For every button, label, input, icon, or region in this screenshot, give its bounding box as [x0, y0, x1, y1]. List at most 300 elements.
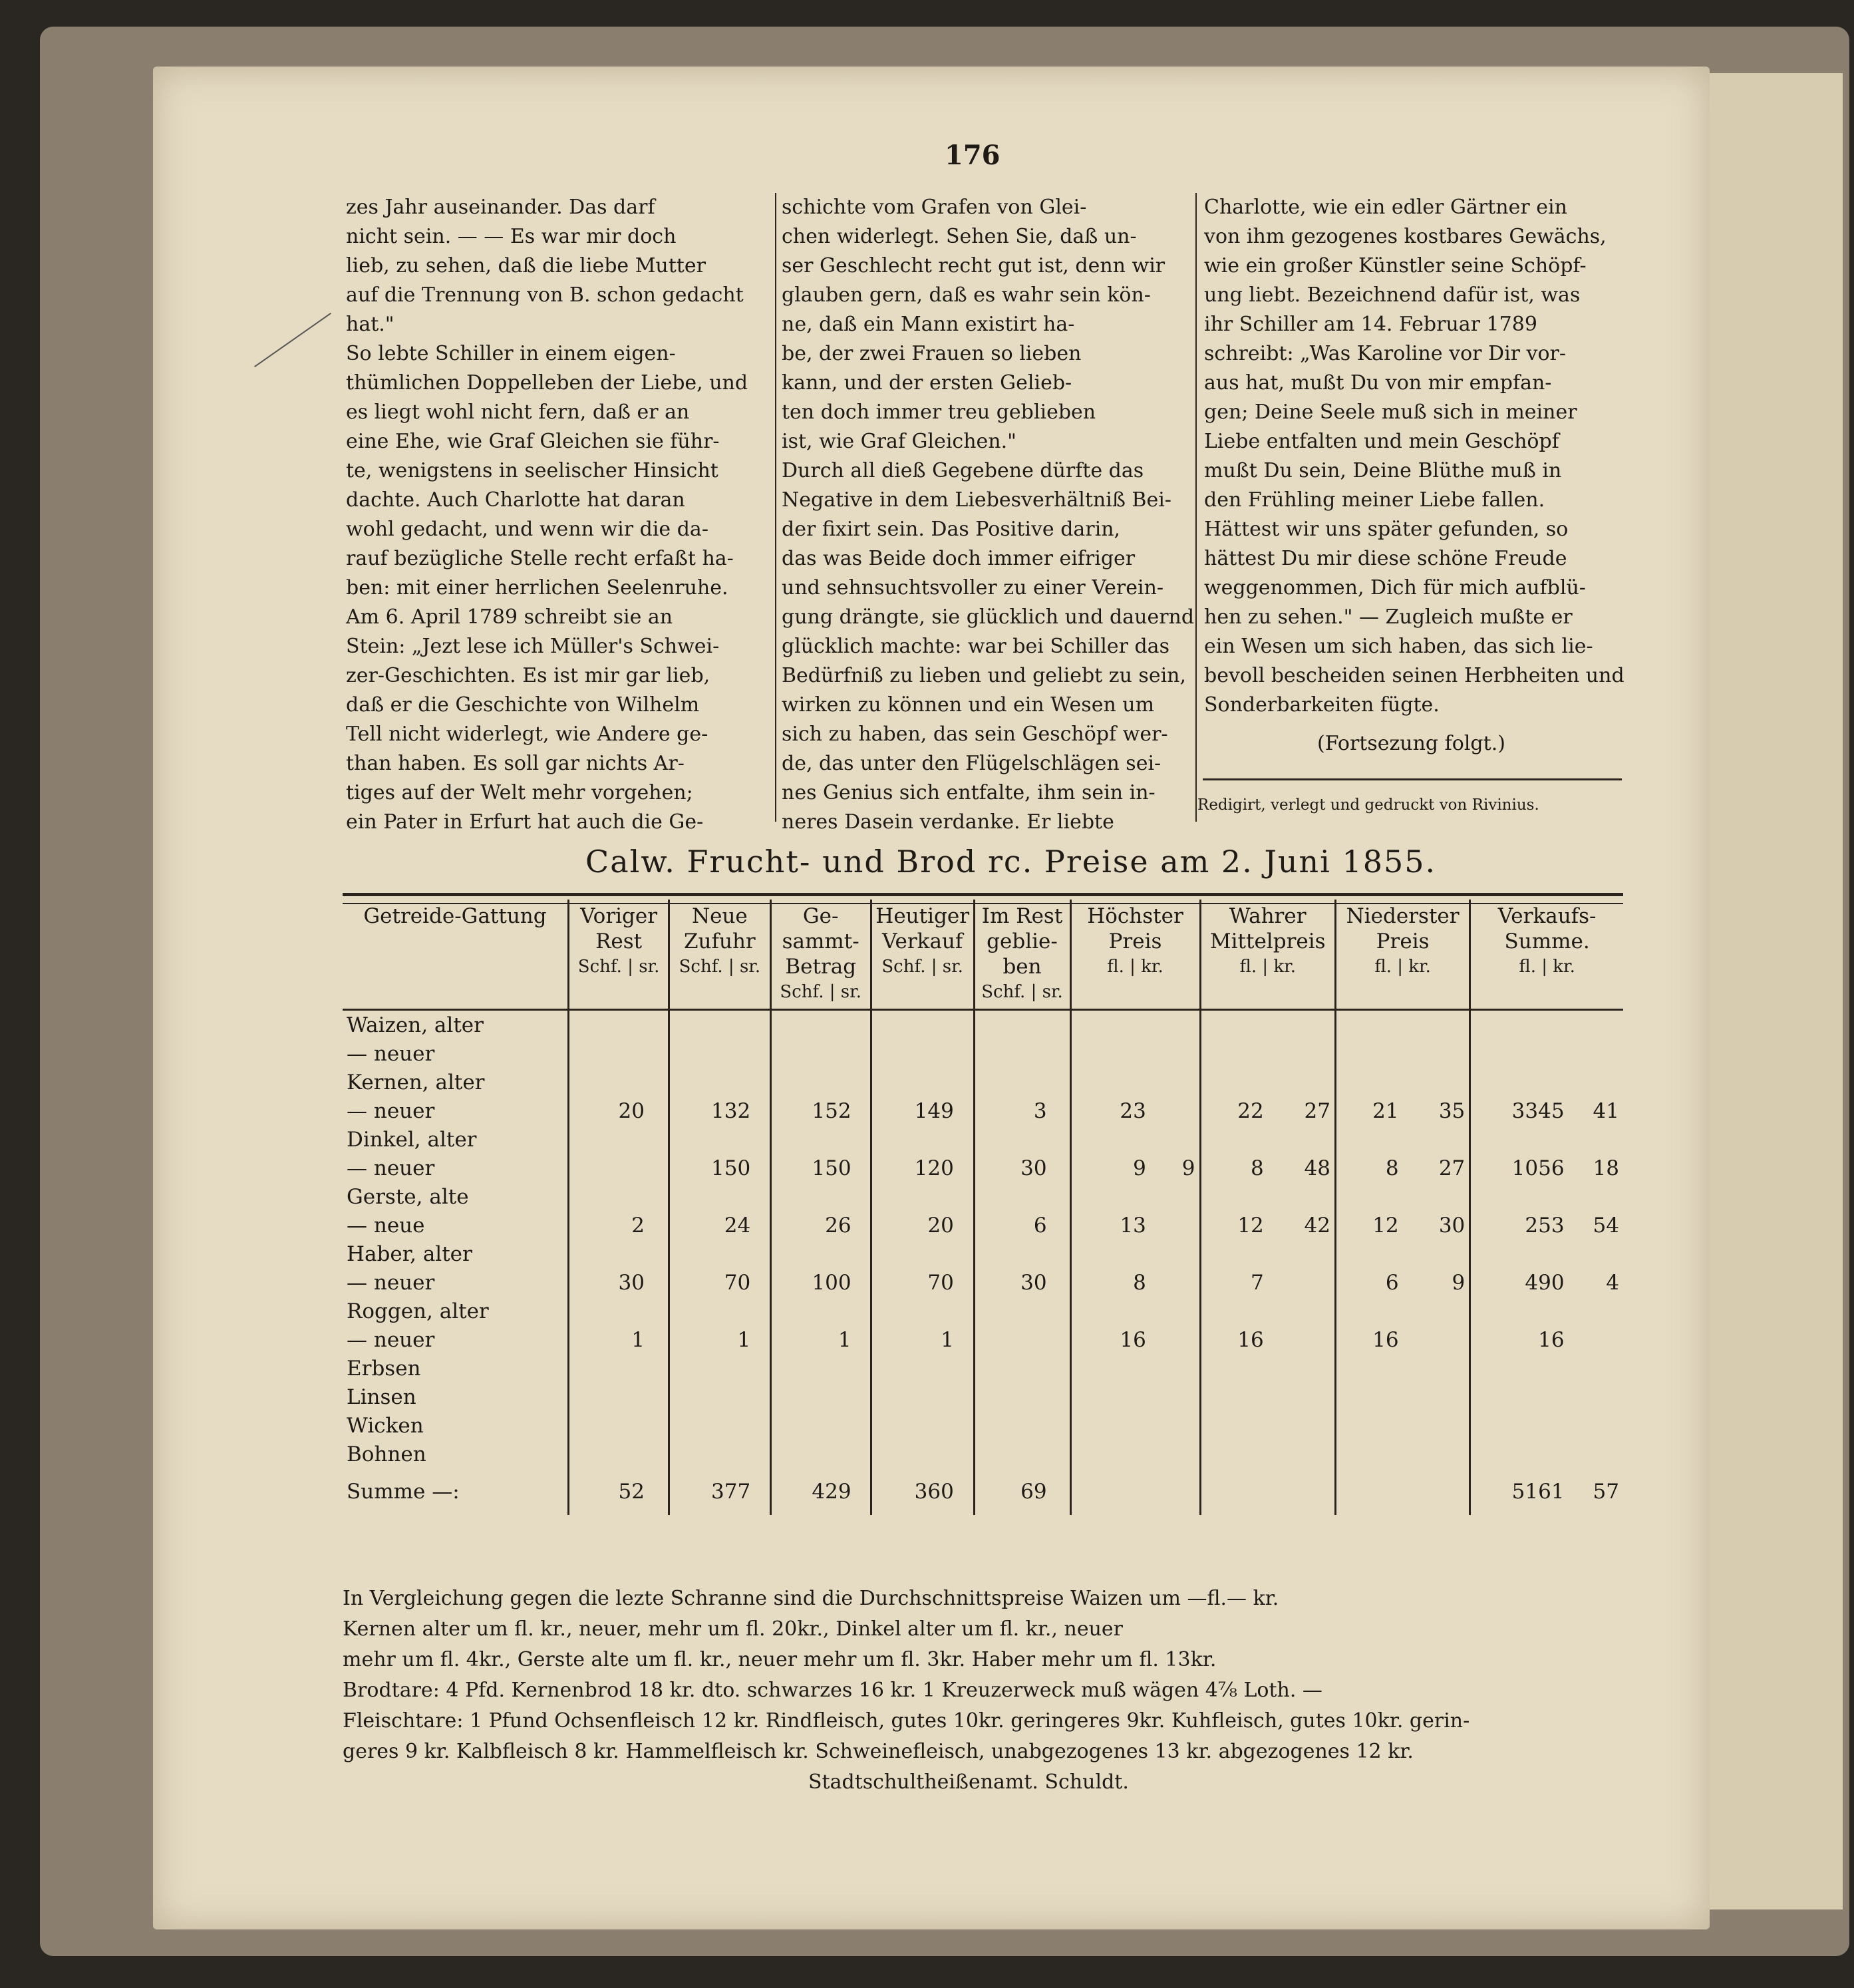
text-line: schreibt: „Was Karoline vor Dir vor-: [1204, 342, 1567, 365]
table-cell: [871, 1125, 958, 1154]
table-cell: [1268, 1440, 1336, 1468]
table-cell: [1470, 1440, 1569, 1468]
table-cell: [855, 1125, 871, 1154]
table-cell: [1268, 1240, 1336, 1268]
table-cell: [754, 1297, 770, 1325]
table-cell: [1150, 1354, 1200, 1383]
text-line: aus hat, mußt Du von mir empfan-: [1204, 371, 1552, 395]
row-label: Kernen, alter: [343, 1068, 569, 1096]
table-cell: 16: [1120, 1327, 1146, 1352]
table-cell: [855, 1440, 871, 1468]
table-cell: [855, 1325, 871, 1354]
table-cell: [754, 1354, 770, 1383]
table-cell: [1051, 1182, 1070, 1211]
table-cell: 21: [1372, 1098, 1399, 1123]
table-cell: [754, 1468, 770, 1515]
table-cell: [1150, 1068, 1200, 1096]
table-cell: [1569, 1240, 1623, 1268]
table-cell: [855, 1268, 871, 1297]
table-cell: [1470, 1182, 1569, 1211]
table-cell: [855, 1240, 871, 1268]
table-cell: [754, 1268, 770, 1297]
table-cell: 30: [1020, 1156, 1047, 1180]
table-cell: [669, 1039, 755, 1068]
table-cell: [569, 1354, 649, 1383]
text-line: eine Ehe, wie Graf Gleichen sie führ-: [346, 430, 720, 453]
table-cell: [871, 1240, 958, 1268]
table-cell: 3: [1033, 1098, 1047, 1123]
table-cell: 152: [812, 1098, 851, 1123]
text-line: Liebe entfalten und mein Geschöpf: [1204, 430, 1559, 453]
table-cell: [1150, 1182, 1200, 1211]
text-line: hat.": [346, 313, 394, 336]
row-label: Dinkel, alter: [343, 1125, 569, 1154]
table-cell: [1070, 1411, 1150, 1440]
table-cell: 70: [927, 1270, 954, 1295]
table-cell: [958, 1325, 974, 1354]
table-cell: [1403, 1010, 1470, 1040]
table-cell: [974, 1068, 1051, 1096]
table-cell: [754, 1440, 770, 1468]
text-line: Tell nicht widerlegt, wie Andere ge-: [346, 723, 708, 746]
table-cell: [974, 1383, 1051, 1411]
table-cell: 377: [711, 1480, 751, 1504]
table-cell: [1569, 1383, 1623, 1411]
table-cell: [1335, 1297, 1402, 1325]
table-cell: [1403, 1354, 1470, 1383]
table-row: [343, 1211, 1623, 1240]
table-cell: [1051, 1125, 1070, 1154]
table-cell: [569, 1383, 649, 1411]
text-line: dachte. Auch Charlotte hat daran: [346, 488, 685, 512]
table-cell: 23: [1120, 1098, 1146, 1123]
table-cell: [1268, 1325, 1336, 1354]
table-cell: [1200, 1411, 1268, 1440]
table-row: [343, 1154, 1623, 1182]
table-cell: [1200, 1068, 1268, 1096]
table-cell: 149: [914, 1098, 954, 1123]
table-cell: [1470, 1240, 1569, 1268]
table-cell: 13: [1120, 1213, 1146, 1238]
text-line: ist, wie Graf Gleichen.": [782, 430, 1016, 453]
table-cell: [669, 1240, 755, 1268]
table-cell: [1335, 1383, 1402, 1411]
table-cell: [1200, 1125, 1268, 1154]
text-line: tiges auf der Welt mehr vorgehen;: [346, 781, 693, 804]
table-cell: [1070, 1068, 1150, 1096]
table-cell: [1470, 1354, 1569, 1383]
table-cell: 1: [838, 1327, 851, 1352]
table-cell: [1268, 1354, 1336, 1383]
table-cell: [958, 1154, 974, 1182]
table-cell: [1051, 1297, 1070, 1325]
table-cell: [649, 1268, 669, 1297]
table-cell: [1150, 1325, 1200, 1354]
table-cell: 1: [737, 1327, 751, 1352]
price-table-title: Calw. Frucht- und Brod rc. Preise am 2. Juni 1855.: [585, 844, 1437, 880]
text-line: rauf bezügliche Stelle recht erfaßt ha-: [346, 547, 734, 570]
page-number: 176: [945, 140, 1001, 171]
table-cell: 5161: [1511, 1480, 1565, 1504]
table-cell: [1403, 1440, 1470, 1468]
table-cell: 9: [1150, 1154, 1200, 1182]
table-cell: 24: [724, 1213, 751, 1238]
table-cell: [1051, 1039, 1070, 1068]
table-cell: [649, 1154, 669, 1182]
table-cell: 132: [711, 1098, 751, 1123]
table-cell: 16: [1372, 1327, 1399, 1352]
row-label: — neuer: [343, 1268, 569, 1297]
table-cell: [649, 1325, 669, 1354]
table-cell: [958, 1268, 974, 1297]
text-column-left: [346, 193, 765, 837]
imprint-line: Redigirt, verlegt und gedruckt von Rivinius.: [1197, 796, 1539, 814]
footer-notes: [343, 1583, 1630, 1798]
table-cell: 6: [1033, 1213, 1047, 1238]
text-line: und sehnsuchtsvoller zu einer Verein-: [782, 576, 1164, 599]
table-cell: [1070, 1383, 1150, 1411]
table-cell: [958, 1383, 974, 1411]
text-line: ten doch immer treu geblieben: [782, 401, 1096, 424]
table-cell: [1403, 1383, 1470, 1411]
table-cell: [1150, 1468, 1200, 1515]
table-cell: [569, 1010, 649, 1040]
table-cell: [770, 1383, 855, 1411]
table-cell: [1070, 1240, 1150, 1268]
col-header-niederster-preis: Niederster Preis fl. | kr.: [1335, 900, 1469, 1010]
table-cell: [1070, 1039, 1150, 1068]
text-line: zes Jahr auseinander. Das darf: [346, 196, 655, 219]
table-cell: 7: [1251, 1270, 1264, 1295]
text-line: der fixirt sein. Das Positive darin,: [782, 518, 1121, 541]
table-cell: [770, 1039, 855, 1068]
table-cell: [1335, 1010, 1402, 1040]
table-cell: 1: [941, 1327, 954, 1352]
table-cell: [871, 1411, 958, 1440]
footer-line: Kernen alter um fl. kr., neuer, mehr um fl. 20kr., Dinkel alter um fl. kr., neuer: [343, 1617, 1123, 1641]
table-cell: [855, 1039, 871, 1068]
row-label: — neuer: [343, 1096, 569, 1125]
table-cell: 18: [1593, 1156, 1619, 1180]
table-cell: [1150, 1240, 1200, 1268]
table-cell: [855, 1211, 871, 1240]
table-cell: [569, 1125, 649, 1154]
text-line: ne, daß ein Mann existirt ha-: [782, 313, 1075, 336]
text-line: neres Dasein verdanke. Er liebte: [782, 810, 1114, 834]
table-cell: 70: [724, 1270, 751, 1295]
table-cell: [855, 1182, 871, 1211]
footer-line: Stadtschultheißenamt. Schuldt.: [808, 1770, 1129, 1794]
table-cell: [649, 1468, 669, 1515]
table-cell: [770, 1354, 855, 1383]
table-cell: [1070, 1354, 1150, 1383]
text-line: Sonderbarkeiten fügte.: [1204, 693, 1440, 717]
row-label: Bohnen: [343, 1440, 569, 1468]
table-cell: 8: [1385, 1156, 1399, 1180]
table-cell: [1403, 1240, 1470, 1268]
table-cell: [1470, 1039, 1569, 1068]
table-cell: [1335, 1354, 1402, 1383]
row-label: Erbsen: [343, 1354, 569, 1383]
table-cell: [1268, 1039, 1336, 1068]
table-cell: [649, 1096, 669, 1125]
footer-line: Fleischtare: 1 Pfund Ochsenfleisch 12 kr. Rindfleisch, gutes 10kr. geringeres 9kr. Kuhfleisch, gutes 10kr. gerin-: [343, 1709, 1470, 1733]
table-cell: [1051, 1240, 1070, 1268]
text-line: glücklich machte: war bei Schiller das: [782, 635, 1169, 658]
table-row: [343, 1325, 1623, 1354]
table-cell: [569, 1411, 649, 1440]
table-cell: [974, 1182, 1051, 1211]
table-cell: [974, 1297, 1051, 1325]
table-cell: [855, 1297, 871, 1325]
table-header-row: [343, 900, 1623, 1010]
price-table: [343, 900, 1623, 1515]
table-cell: [974, 1440, 1051, 1468]
table-cell: [1200, 1354, 1268, 1383]
table-cell: [770, 1068, 855, 1096]
table-cell: 54: [1593, 1213, 1619, 1238]
table-cell: [1150, 1297, 1200, 1325]
table-cell: [1070, 1440, 1150, 1468]
table-cell: [569, 1240, 649, 1268]
table-cell: 8: [1251, 1156, 1264, 1180]
table-cell: [754, 1411, 770, 1440]
table-cell: [1051, 1325, 1070, 1354]
text-line: schichte vom Grafen von Glei-: [782, 196, 1087, 219]
table-cell: [649, 1383, 669, 1411]
table-cell: 490: [1525, 1270, 1565, 1295]
table-cell: [1569, 1125, 1623, 1154]
table-cell: [1200, 1010, 1268, 1040]
table-cell: [974, 1325, 1051, 1354]
table-cell: 27: [1268, 1096, 1336, 1125]
table-cell: 30: [618, 1270, 645, 1295]
text-line: ser Geschlecht recht gut ist, denn wir: [782, 254, 1165, 277]
table-cell: [1051, 1154, 1070, 1182]
text-line: sich zu haben, das sein Geschöpf wer-: [782, 723, 1168, 746]
table-row: [343, 1383, 1623, 1411]
table-cell: [855, 1096, 871, 1125]
table-cell: [871, 1010, 958, 1040]
table-cell: [958, 1354, 974, 1383]
table-cell: [1470, 1068, 1569, 1096]
table-row: [343, 1240, 1623, 1268]
text-line: wie ein großer Künstler seine Schöpf-: [1204, 254, 1587, 277]
table-cell: 30: [1020, 1270, 1047, 1295]
text-line: Hättest wir uns später gefunden, so: [1204, 518, 1569, 541]
table-cell: [669, 1354, 755, 1383]
table-cell: 35: [1403, 1096, 1470, 1125]
table-cell: [1335, 1039, 1402, 1068]
table-row: [343, 1354, 1623, 1383]
text-line: te, wenigstens in seelischer Hinsicht: [346, 459, 718, 482]
table-row: [343, 1411, 1623, 1440]
table-cell: [1150, 1125, 1200, 1154]
text-line: Am 6. April 1789 schreibt sie an: [346, 605, 673, 629]
table-cell: 2: [631, 1213, 645, 1238]
table-cell: [669, 1182, 755, 1211]
table-cell: [958, 1010, 974, 1040]
table-cell: [569, 1154, 649, 1182]
table-cell: [754, 1211, 770, 1240]
table-cell: [649, 1411, 669, 1440]
table-cell: [958, 1125, 974, 1154]
col-header-wahrer-mittelpreis: Wahrer Mittelpreis fl. | kr.: [1200, 900, 1335, 1010]
table-cell: [1569, 1411, 1623, 1440]
text-line: Bedürfniß zu lieben und geliebt zu sein,: [782, 664, 1187, 687]
row-label: Linsen: [343, 1383, 569, 1411]
table-cell: 42: [1268, 1211, 1336, 1240]
text-column-right: [1204, 193, 1623, 720]
table-row: [343, 1440, 1623, 1468]
table-row: [343, 1039, 1623, 1068]
table-cell: [855, 1154, 871, 1182]
table-cell: [669, 1440, 755, 1468]
table-cell: 150: [812, 1156, 851, 1180]
table-cell: [649, 1010, 669, 1040]
table-cell: 120: [914, 1156, 954, 1180]
table-cell: [669, 1010, 755, 1040]
text-line: von ihm gezogenes kostbares Gewächs,: [1204, 225, 1607, 248]
table-cell: [974, 1354, 1051, 1383]
table-cell: [958, 1440, 974, 1468]
row-label: Waizen, alter: [343, 1010, 569, 1040]
table-row: [343, 1268, 1623, 1297]
table-cell: [754, 1096, 770, 1125]
table-cell: [1569, 1440, 1623, 1468]
table-cell: [1403, 1411, 1470, 1440]
table-cell: [1335, 1440, 1402, 1468]
table-cell: [1051, 1096, 1070, 1125]
text-line: mußt Du sein, Deine Blüthe muß in: [1204, 459, 1562, 482]
text-line: hen zu sehen." — Zugleich mußte er: [1204, 605, 1573, 629]
text-line: lieb, zu sehen, daß die liebe Mutter: [346, 254, 706, 277]
table-cell: [1150, 1211, 1200, 1240]
table-cell: 22: [1237, 1098, 1264, 1123]
continuation-note: (Fortsezung folgt.): [1317, 732, 1505, 755]
table-cell: 20: [618, 1098, 645, 1123]
table-cell: [1200, 1182, 1268, 1211]
table-cell: 69: [1020, 1480, 1047, 1504]
table-cell: [770, 1010, 855, 1040]
table-cell: 12: [1372, 1213, 1399, 1238]
table-cell: [855, 1354, 871, 1383]
table-cell: [1200, 1440, 1268, 1468]
footer-line: In Vergleichung gegen die lezte Schranne sind die Durchschnittspreise Waizen um —fl.— kr.: [343, 1587, 1279, 1610]
table-cell: [1335, 1468, 1402, 1515]
table-cell: [958, 1468, 974, 1515]
table-cell: [569, 1182, 649, 1211]
row-label: — neuer: [343, 1039, 569, 1068]
table-cell: [958, 1039, 974, 1068]
row-label: — neuer: [343, 1154, 569, 1182]
text-line: glauben gern, daß es wahr sein kön-: [782, 283, 1151, 307]
table-cell: [1470, 1411, 1569, 1440]
col-header-gesammt-betrag: Ge-sammt-Betrag Schf. | sr.: [770, 900, 871, 1010]
table-cell: [1569, 1354, 1623, 1383]
table-cell: [649, 1354, 669, 1383]
table-cell: [1150, 1010, 1200, 1040]
col-header-hoechster-preis: Höchster Preis fl. | kr.: [1070, 900, 1200, 1010]
text-line: thümlichen Doppelleben der Liebe, und: [346, 371, 748, 395]
table-cell: [1470, 1125, 1569, 1154]
table-cell: [569, 1297, 649, 1325]
table-cell: [855, 1383, 871, 1411]
table-cell: [1200, 1468, 1268, 1515]
table-cell: [1051, 1354, 1070, 1383]
table-cell: [1070, 1468, 1150, 1515]
table-cell: [855, 1411, 871, 1440]
table-cell: 27: [1403, 1154, 1470, 1182]
table-cell: [974, 1240, 1051, 1268]
table-cell: 4: [1606, 1270, 1619, 1295]
footer-line: Brodtare: 4 Pfd. Kernenbrod 18 kr. dto. schwarzes 16 kr. 1 Kreuzerweck muß wägen 4⁷⁄₈ Loth. —: [343, 1679, 1322, 1702]
table-cell: [1268, 1297, 1336, 1325]
table-cell: [754, 1039, 770, 1068]
table-cell: 16: [1237, 1327, 1264, 1352]
text-line: kann, und der ersten Gelieb-: [782, 371, 1072, 395]
table-cell: [1569, 1325, 1623, 1354]
table-cell: [1470, 1010, 1569, 1040]
table-cell: [1268, 1010, 1336, 1040]
row-label: Gerste, alte: [343, 1182, 569, 1211]
table-cell: [1150, 1096, 1200, 1125]
text-line: chen widerlegt. Sehen Sie, daß un-: [782, 225, 1137, 248]
table-cell: 8: [1133, 1270, 1146, 1295]
text-line: nicht sein. — — Es war mir doch: [346, 225, 677, 248]
table-cell: [1070, 1297, 1150, 1325]
table-cell: [1268, 1068, 1336, 1096]
table-cell: 30: [1403, 1211, 1470, 1240]
table-cell: [649, 1125, 669, 1154]
table-cell: [1335, 1182, 1402, 1211]
text-line: hättest Du mir diese schöne Freude: [1204, 547, 1567, 570]
table-cell: [1200, 1039, 1268, 1068]
table-cell: [770, 1297, 855, 1325]
table-cell: 41: [1593, 1098, 1619, 1123]
table-cell: [958, 1068, 974, 1096]
text-line: wirken zu können und ein Wesen um: [782, 693, 1155, 717]
column-end-rule: [1203, 778, 1622, 780]
table-cell: [958, 1240, 974, 1268]
table-cell: [1268, 1383, 1336, 1411]
text-line: ben: mit einer herrlichen Seelenruhe.: [346, 576, 728, 599]
text-line: than haben. Es soll gar nichts Ar-: [346, 752, 685, 775]
text-line: ihr Schiller am 14. Februar 1789: [1204, 313, 1537, 336]
table-cell: [1268, 1182, 1336, 1211]
table-cell: [754, 1154, 770, 1182]
table-cell: [1200, 1240, 1268, 1268]
row-label: Wicken: [343, 1411, 569, 1440]
table-cell: [974, 1010, 1051, 1040]
table-cell: [1335, 1240, 1402, 1268]
text-line: gen; Deine Seele muß sich in meiner: [1204, 401, 1577, 424]
table-cell: [1070, 1010, 1150, 1040]
table-cell: [1335, 1411, 1402, 1440]
table-cell: [974, 1411, 1051, 1440]
facing-page-edge: [1710, 73, 1843, 1909]
row-label: Summe —:: [343, 1468, 569, 1515]
table-cell: [1070, 1125, 1150, 1154]
table-cell: [1569, 1039, 1623, 1068]
text-line: zer-Geschichten. Es ist mir gar lieb,: [346, 664, 710, 687]
table-cell: [1051, 1211, 1070, 1240]
text-line: ein Pater in Erfurt hat auch die Ge-: [346, 810, 704, 834]
table-cell: [770, 1440, 855, 1468]
text-line: weggenommen, Dich für mich aufblü-: [1204, 576, 1586, 599]
text-line: So lebte Schiller in einem eigen-: [346, 342, 676, 365]
table-row: [343, 1125, 1623, 1154]
